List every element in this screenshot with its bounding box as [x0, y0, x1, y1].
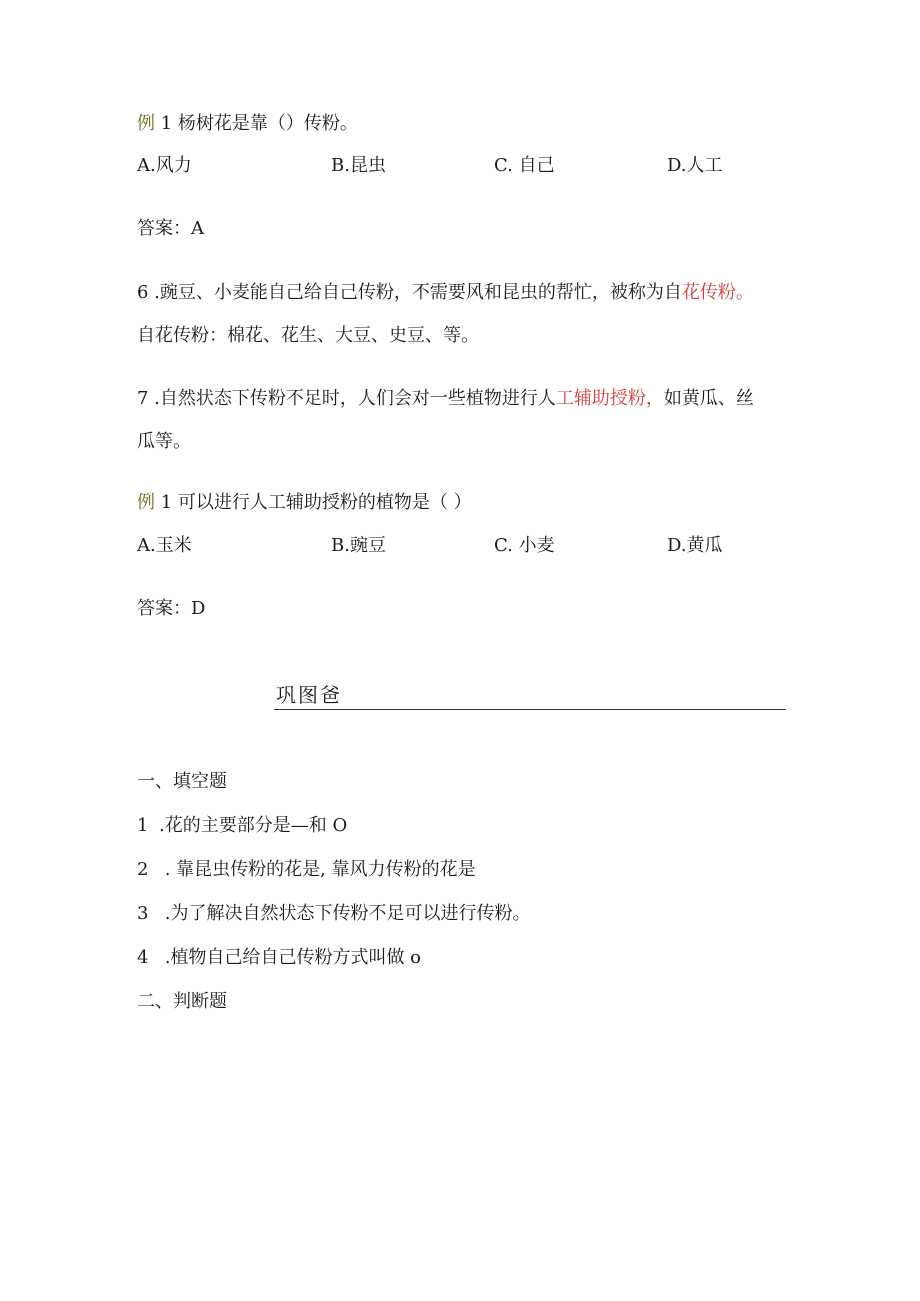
example-label: 例 [137, 113, 155, 134]
option-d: D.黄瓜 [667, 535, 723, 556]
example-label: 例 [137, 492, 155, 513]
item-number: 2 [137, 859, 149, 880]
item6-line2: 自花传粉：棉花、花生、大豆、史豆、等。 [137, 325, 479, 346]
item7-text-b: 如黄瓜、丝 [663, 388, 754, 409]
example2-question [137, 491, 472, 515]
option-d: D.人工 [667, 155, 723, 176]
item7-text-a: .自然状态下传粉不足时，人们会对一些植物进行人 [148, 388, 556, 409]
item6-line1 [137, 281, 754, 305]
item-text: .为了解决自然状态下传粉不足可以进行传粉。 [159, 903, 531, 924]
option-a: A.玉米 [137, 535, 192, 556]
item7-line1 [137, 387, 754, 411]
fill-blank-item-1 [137, 814, 347, 838]
item-text: .植物自己给自己传粉方式叫做 o [159, 947, 422, 968]
item-number: 3 [137, 903, 149, 924]
example1-options [137, 154, 777, 178]
option-b: B.豌豆 [331, 535, 386, 556]
fill-blank-heading: 一、填空题 [137, 771, 227, 792]
section-divider [274, 709, 786, 710]
item-text: .花的主要部分是—和 O [159, 815, 348, 836]
fill-blank-item-3 [137, 902, 530, 926]
item7-highlight: 工辅助授粉， [555, 388, 664, 409]
option-c: C. 小麦 [494, 535, 555, 556]
item7-number: 7 [137, 388, 149, 409]
section-title: 巩图爸 [276, 683, 342, 707]
judge-heading: 二、判断题 [137, 991, 227, 1012]
example1-question-text: 1 杨树花是靠（）传粉。 [155, 113, 358, 134]
fill-blank-item-4 [137, 946, 421, 970]
item6-text: .豌豆、小麦能自己给自己传粉，不需要风和昆虫的帮忙，被称为自 [148, 282, 682, 303]
example2-options [137, 534, 777, 558]
option-a: A.风力 [137, 155, 192, 176]
item-number: 1 [137, 815, 149, 836]
item-text: . 靠昆虫传粉的花是, 靠风力传粉的花是 [159, 859, 476, 880]
example2-question-text: 1 可以进行人工辅助授粉的植物是（ ） [155, 492, 472, 513]
item-number: 4 [137, 947, 149, 968]
option-c: C. 自己 [494, 155, 555, 176]
example1-answer: 答案：A [137, 218, 204, 239]
example2-answer: 答案：D [137, 598, 206, 619]
example1-question [137, 112, 358, 136]
item6-highlight: 花传粉。 [681, 282, 754, 303]
item6-number: 6 [137, 282, 149, 303]
option-b: B.昆虫 [331, 155, 386, 176]
item7-line2: 瓜等。 [137, 431, 191, 452]
fill-blank-item-2 [137, 858, 476, 882]
